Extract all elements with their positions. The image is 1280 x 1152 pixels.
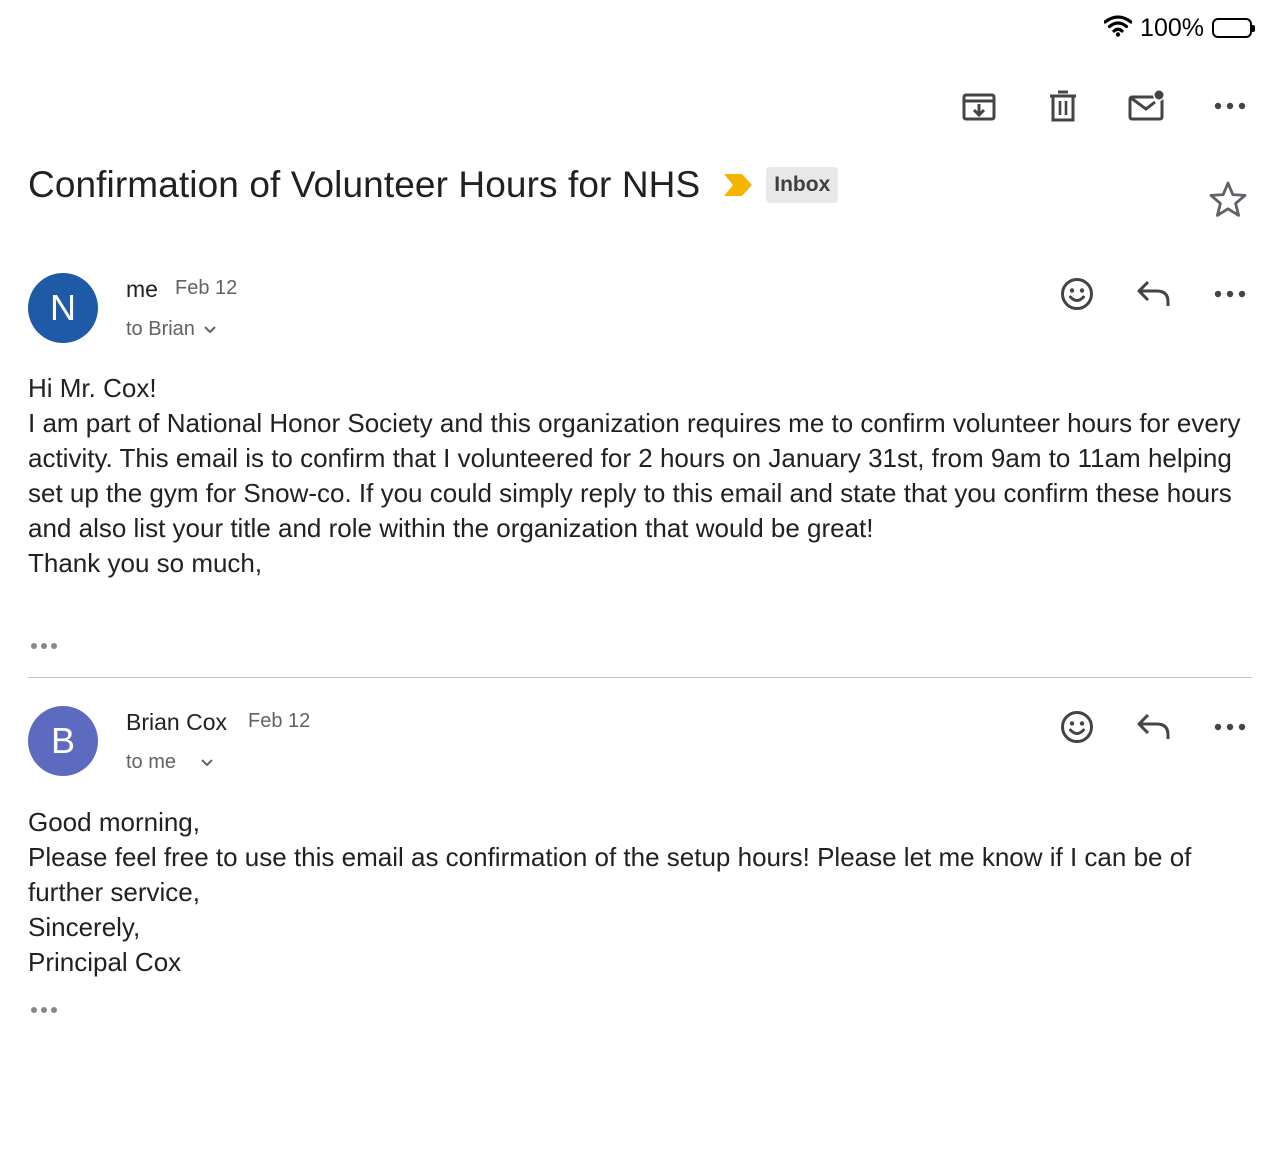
message-body: Good morning, Please feel free to use this email as confirmation of the setup hours! Please let me know if I can be of further service, Sincerely, Principal Cox bbox=[28, 807, 1192, 977]
archive-button[interactable] bbox=[957, 84, 1001, 128]
recipients-toggle[interactable] bbox=[126, 751, 214, 774]
avatar[interactable]: N bbox=[28, 273, 98, 343]
message-more-button[interactable] bbox=[1208, 705, 1252, 749]
sender-name: me bbox=[126, 276, 158, 302]
subject-row bbox=[28, 164, 838, 206]
status-bar bbox=[1104, 12, 1252, 44]
ellipsis-icon bbox=[28, 1000, 64, 1020]
message-date: Feb 12 bbox=[175, 277, 238, 299]
recipients-label: to me bbox=[126, 751, 177, 773]
more-icon bbox=[1214, 722, 1246, 732]
battery-icon bbox=[1212, 18, 1252, 38]
react-button[interactable] bbox=[1055, 272, 1099, 316]
chevron-down-icon bbox=[184, 758, 214, 768]
importance-marker-icon[interactable] bbox=[722, 172, 754, 198]
more-icon bbox=[1214, 101, 1246, 111]
recipients-toggle[interactable] bbox=[126, 318, 217, 341]
emoji-icon bbox=[1059, 709, 1095, 745]
avatar[interactable]: B bbox=[28, 706, 98, 776]
react-button[interactable] bbox=[1055, 705, 1099, 749]
reply-icon bbox=[1135, 278, 1173, 310]
message-date: Feb 12 bbox=[248, 710, 311, 732]
archive-icon bbox=[961, 88, 997, 124]
chevron-down-icon bbox=[203, 325, 217, 335]
message-body: Hi Mr. Cox! I am part of National Honor Society and this organization requires me to confirm volunteer hours for every activity. This email is to confirm that I volunteered for 2 hours on January 31st, from 9am to 11am helping set up the gym for Snow-co. If you could simply reply to this email and state that you confirm these hours and also list your title and role within the organization that would be great! Thank you so much, bbox=[28, 373, 1241, 578]
reply-button[interactable] bbox=[1132, 705, 1176, 749]
recipients-label: to Brian bbox=[126, 318, 195, 340]
sender-name: Brian Cox bbox=[126, 709, 227, 735]
show-trimmed-content-button[interactable] bbox=[28, 1000, 64, 1020]
message-divider bbox=[28, 677, 1252, 678]
more-icon bbox=[1214, 289, 1246, 299]
ellipsis-icon bbox=[28, 636, 64, 656]
delete-icon bbox=[1045, 88, 1081, 124]
subject-title: Confirmation of Volunteer Hours for NHS bbox=[28, 164, 701, 205]
show-trimmed-content-button[interactable] bbox=[28, 636, 64, 656]
mark-unread-icon bbox=[1127, 88, 1167, 124]
mark-unread-button[interactable] bbox=[1125, 84, 1169, 128]
star-icon bbox=[1206, 178, 1250, 222]
reply-button[interactable] bbox=[1132, 272, 1176, 316]
emoji-icon bbox=[1059, 276, 1095, 312]
delete-button[interactable] bbox=[1041, 84, 1085, 128]
reply-icon bbox=[1135, 711, 1173, 743]
message-more-button[interactable] bbox=[1208, 272, 1252, 316]
more-options-button[interactable] bbox=[1208, 84, 1252, 128]
battery-percentage: 100% bbox=[1140, 13, 1204, 42]
wifi-icon bbox=[1104, 15, 1132, 42]
star-button[interactable] bbox=[1206, 178, 1250, 222]
label-chip-inbox[interactable]: Inbox bbox=[766, 167, 838, 203]
